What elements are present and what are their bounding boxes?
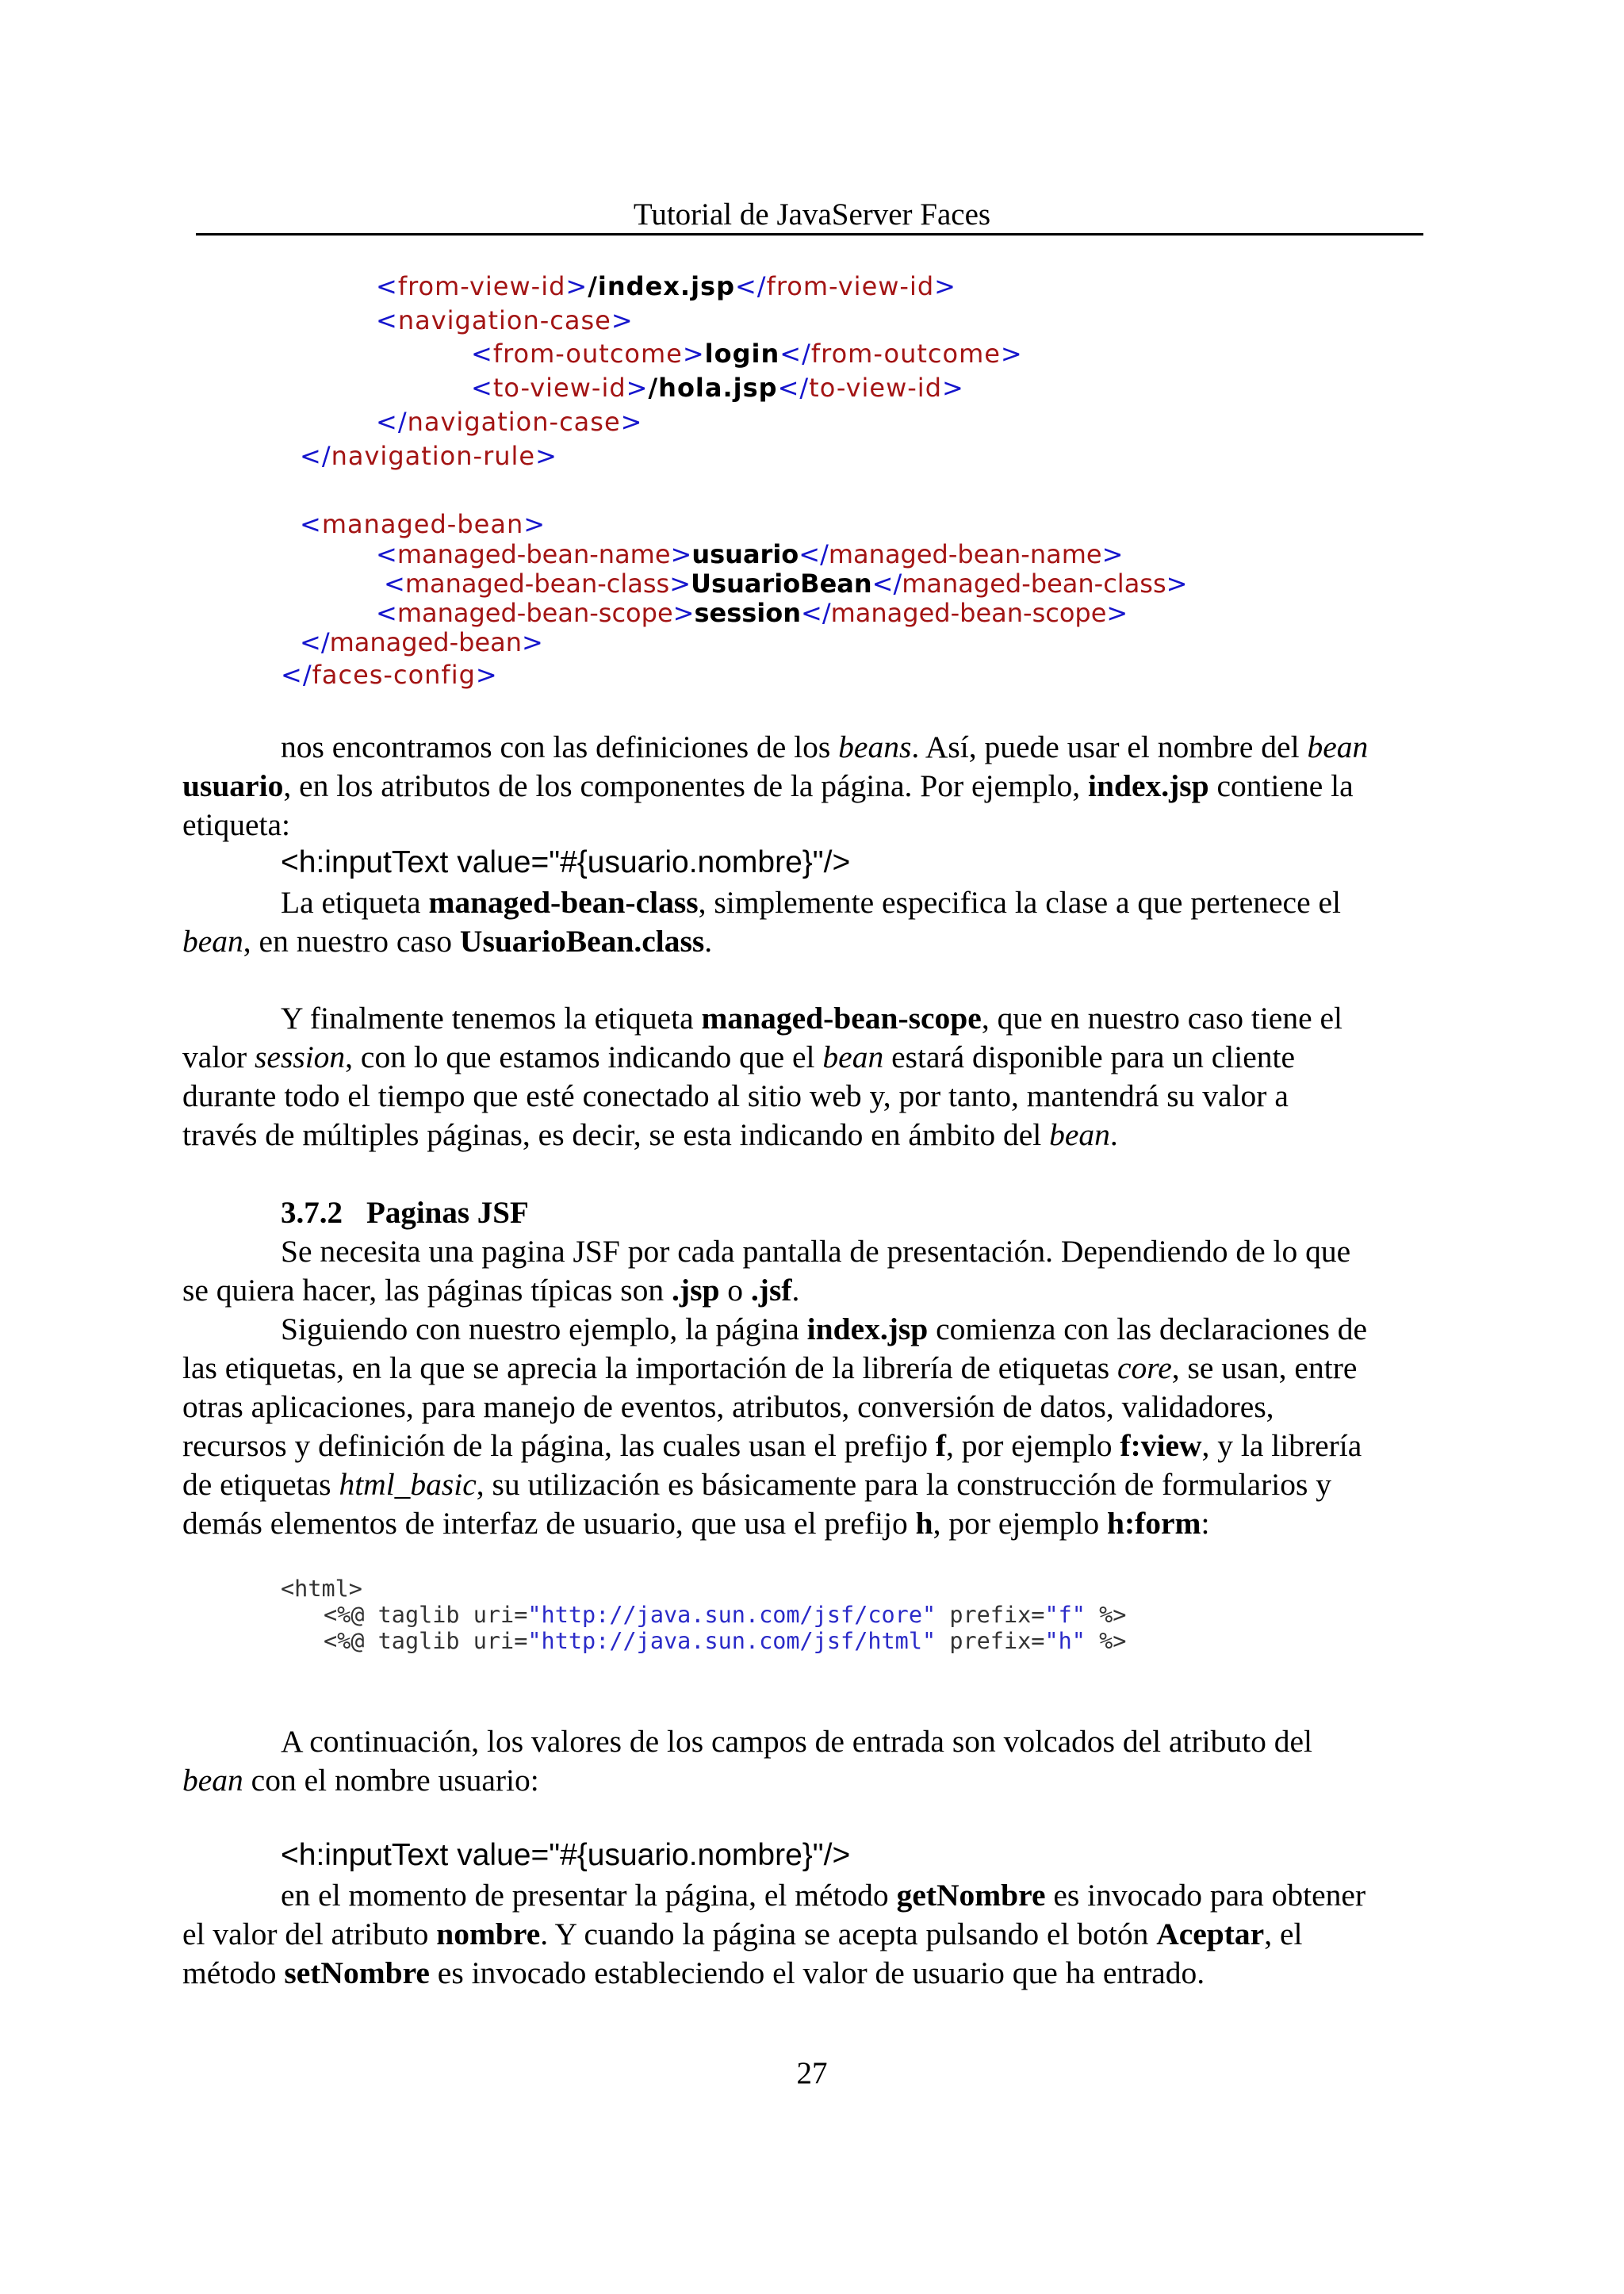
paragraph-line: etiqueta: xyxy=(182,807,290,842)
paragraph-line: durante todo el tiempo que esté conectado al sitio web y, por tanto, mantendrá su valor a xyxy=(182,1078,1289,1113)
xml-line: </navigation-case> xyxy=(376,407,643,437)
paragraph-line: el valor del atributo nombre. Y cuando la página se acepta pulsando el botón Aceptar, el xyxy=(182,1917,1303,1951)
xml-line: <managed-bean-name>usuario</managed-bean-name> xyxy=(376,539,1124,569)
paragraph-line: Siguiendo con nuestro ejemplo, la página index.jsp comienza con las declaraciones de xyxy=(281,1312,1368,1346)
paragraph-line: valor session, con lo que estamos indicando que el bean estará disponible para un cliente xyxy=(182,1040,1295,1074)
code-line: <%@ taglib uri="http://java.sun.com/jsf/html" prefix="h" %> xyxy=(324,1628,1127,1654)
xml-line: <from-view-id>/index.jsp</from-view-id> xyxy=(376,271,956,301)
page-number: 27 xyxy=(796,2056,828,2090)
paragraph-line: en el momento de presentar la página, el método getNombre es invocado para obtener xyxy=(281,1878,1366,1913)
paragraph-line: recursos y definición de la página, las cuales usan el prefijo f, por ejemplo f:view, y la librería xyxy=(182,1428,1362,1463)
code-line: <%@ taglib uri="http://java.sun.com/jsf/core" prefix="f" %> xyxy=(324,1602,1127,1628)
paragraph-line: nos encontramos con las definiciones de los beans. Así, puede usar el nombre del bean xyxy=(281,730,1369,764)
section-heading: 3.7.2 Paginas JSF xyxy=(281,1196,529,1230)
paragraph-line: se quiera hacer, las páginas típicas son .jsp o .jsf. xyxy=(182,1273,800,1308)
paragraph-line: La etiqueta managed-bean-class, simplemente especifica la clase a que pertenece el xyxy=(281,885,1341,920)
paragraph-line: A continuación, los valores de los campos de entrada son volcados del atributo del xyxy=(281,1724,1312,1759)
paragraph-line: de etiquetas html_basic, su utilización es básicamente para la construcción de formularios y xyxy=(182,1467,1331,1502)
paragraph-line: bean con el nombre usuario: xyxy=(182,1763,539,1798)
paragraph-line: Y finalmente tenemos la etiqueta managed-bean-scope, que en nuestro caso tiene el xyxy=(281,1001,1342,1036)
header-rule xyxy=(196,233,1423,236)
paragraph-line: Se necesita una pagina JSF por cada pantalla de presentación. Dependiendo de lo que xyxy=(281,1234,1351,1269)
paragraph-line: través de múltiples páginas, es decir, se esta indicando en ámbito del bean. xyxy=(182,1117,1118,1152)
code-line: <html> xyxy=(281,1576,362,1602)
paragraph-line: las etiquetas, en la que se aprecia la importación de la librería de etiquetas core, se usan, entre xyxy=(182,1350,1358,1385)
xml-line: <navigation-case> xyxy=(376,305,634,335)
xml-line: </faces-config> xyxy=(281,660,498,690)
xml-line: <to-view-id>/hola.jsp</to-view-id> xyxy=(471,373,964,403)
paragraph-line: demás elementos de interfaz de usuario, que usa el prefijo h, por ejemplo h:form: xyxy=(182,1506,1210,1541)
xml-line: <managed-bean-scope>session</managed-bean-scope> xyxy=(376,598,1128,628)
xml-line: </navigation-rule> xyxy=(300,441,557,471)
xml-line: <managed-bean-class>UsuarioBean</managed-bean-class> xyxy=(384,569,1188,599)
page-header: Tutorial de JavaServer Faces xyxy=(633,197,991,232)
inline-code: <h:inputText value="#{usuario.nombre}"/> xyxy=(281,845,851,879)
paragraph-line: bean, en nuestro caso UsuarioBean.class. xyxy=(182,924,713,959)
paragraph-line: otras aplicaciones, para manejo de eventos, atributos, conversión de datos, validadores, xyxy=(182,1389,1274,1424)
paragraph-line: método setNombre es invocado estableciendo el valor de usuario que ha entrado. xyxy=(182,1955,1205,1990)
xml-line: <from-outcome>login</from-outcome> xyxy=(471,339,1023,369)
paragraph-line: usuario, en los atributos de los componentes de la página. Por ejemplo, index.jsp contiene la xyxy=(182,768,1354,803)
xml-line: </managed-bean> xyxy=(300,627,543,657)
xml-line: <managed-bean> xyxy=(300,509,546,539)
inline-code: <h:inputText value="#{usuario.nombre}"/> xyxy=(281,1838,851,1872)
